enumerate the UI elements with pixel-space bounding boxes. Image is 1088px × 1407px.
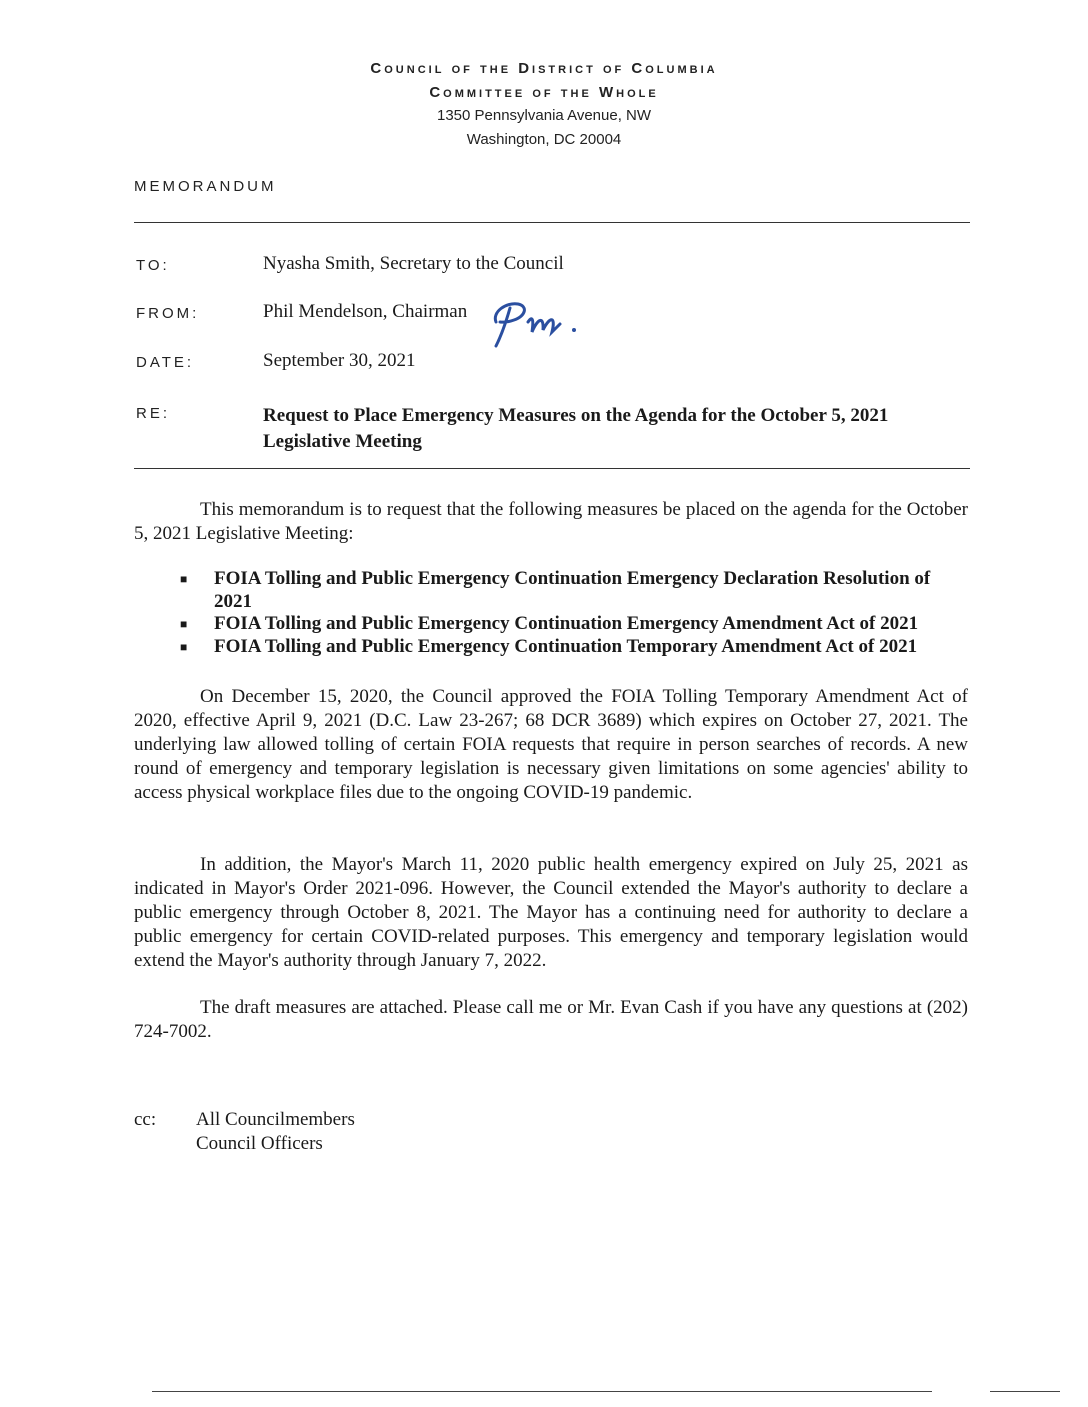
date-value: September 30, 2021 bbox=[263, 350, 416, 371]
letterhead-committee: Committee of the Whole bbox=[429, 84, 659, 101]
re-value: Request to Place Emergency Measures on the Agenda for the October 5, 2021 Legislative Meeting bbox=[263, 405, 889, 452]
cc-recipient: All Councilmembers bbox=[196, 1109, 355, 1130]
top-divider bbox=[134, 222, 970, 223]
letterhead-address-line1: 1350 Pennsylvania Avenue, NW bbox=[436, 107, 652, 124]
measure-text: FOIA Tolling and Public Emergency Continuation Temporary Amendment Act of 2021 bbox=[214, 635, 918, 657]
list-item bbox=[180, 636, 970, 659]
cc-recipients bbox=[196, 1108, 355, 1156]
footer-rule bbox=[152, 1391, 932, 1392]
from-label: FROM: bbox=[136, 305, 200, 322]
footer-rule-right bbox=[990, 1391, 1060, 1392]
paragraph-2-text: In addition, the Mayor's March 11, 2020 public health emergency expired on July 25, 2021 as indicated in Mayor's Order 2021-096. However, the Council extended the Mayor's authority to declare a public emergency through October 8, 2021. The Mayor has a continuing need for authority to declare a public emergency for certain COVID-related purposes. This emergency and temporary legislation would extend the Mayor's authority through January 7, 2022. bbox=[134, 854, 968, 971]
bullet-icon: ■ bbox=[180, 639, 188, 654]
paragraph-2 bbox=[134, 853, 968, 973]
bullet-icon: ■ bbox=[180, 617, 188, 631]
measure-text: FOIA Tolling and Public Emergency Continuation Emergency Declaration Resolution of 2021 bbox=[214, 568, 931, 612]
re-label: RE: bbox=[136, 405, 171, 422]
date-label: DATE: bbox=[136, 354, 195, 371]
measure-text: FOIA Tolling and Public Emergency Continuation Emergency Amendment Act of 2021 bbox=[214, 613, 919, 634]
measures-list bbox=[180, 568, 970, 658]
paragraph-3-text: The draft measures are attached. Please call me or Mr. Evan Cash if you have any questions at (202) 724-7002. bbox=[134, 997, 968, 1042]
to-label: TO: bbox=[136, 257, 170, 274]
cc-label: cc: bbox=[134, 1109, 157, 1130]
signature-mark bbox=[488, 296, 588, 352]
cc-recipient: Council Officers bbox=[196, 1133, 323, 1154]
list-item bbox=[180, 568, 970, 613]
cc-block bbox=[134, 1108, 355, 1154]
paragraph-3 bbox=[134, 996, 968, 1044]
paragraph-1-text: On December 15, 2020, the Council approved the FOIA Tolling Temporary Amendment Act of 2020, effective April 9, 2021 (D.C. Law 23-267; 68 DCR 3689) which expires on October 27, 2021. The underlying law allowed tolling of certain FOIA requests that require in person searches of records. A new round of emergency and temporary legislation is necessary given limitations on some agencies' ability to access physical workplace files due to the ongoing COVID-19 pandemic. bbox=[134, 686, 968, 803]
letterhead-address-line2: Washington, DC 20004 bbox=[466, 131, 622, 148]
from-value: Phil Mendelson, Chairman bbox=[263, 301, 468, 322]
bullet-icon: ■ bbox=[180, 572, 188, 586]
to-value: Nyasha Smith, Secretary to the Council bbox=[263, 253, 564, 274]
memo-label: MEMORANDUM bbox=[134, 178, 277, 195]
intro-text: This memorandum is to request that the following measures be placed on the agenda for the October 5, 2021 Legislative Meeting: bbox=[134, 499, 968, 544]
intro-paragraph bbox=[134, 498, 968, 546]
bottom-divider bbox=[134, 468, 970, 469]
list-item bbox=[180, 613, 970, 636]
paragraph-1 bbox=[134, 685, 968, 805]
letterhead-council: Council of the District of Columbia bbox=[370, 60, 718, 77]
